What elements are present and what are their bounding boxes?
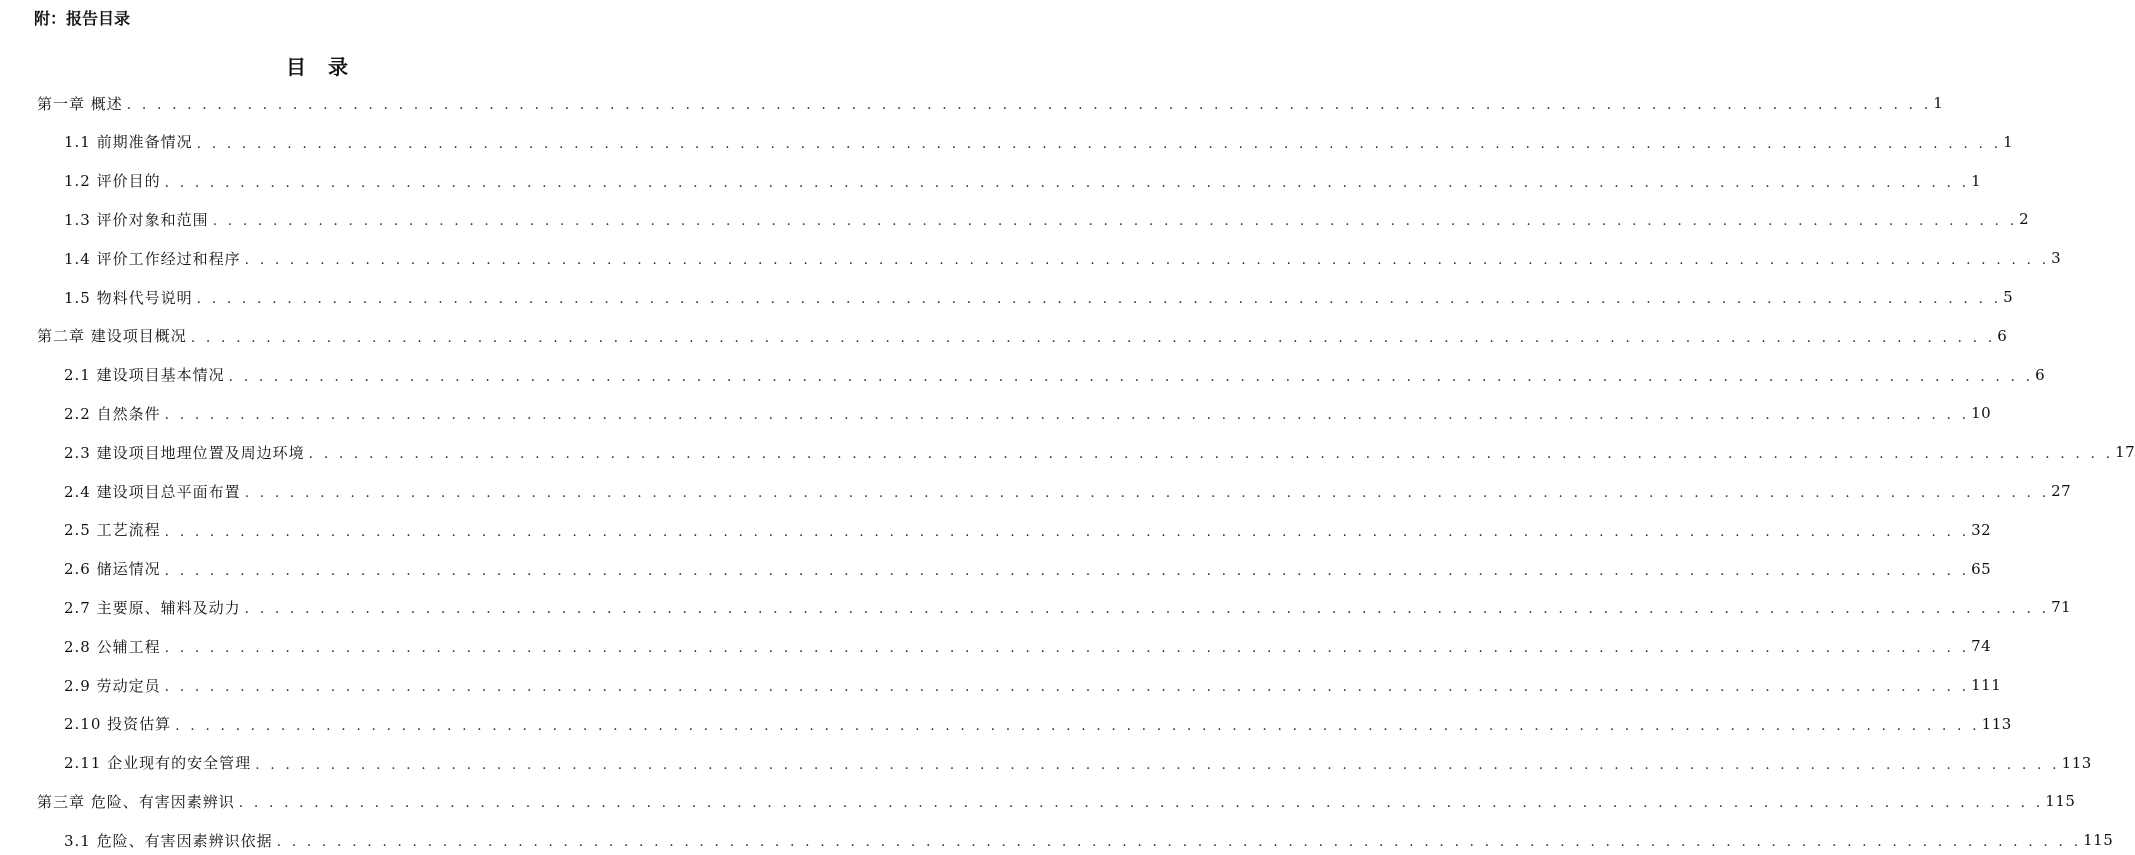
toc-entry-label: 2.3 建设项目地理位置及周边环境 [64, 443, 305, 462]
toc-entry[interactable] [64, 554, 1992, 584]
toc-entry[interactable] [64, 243, 2062, 273]
toc-entry[interactable] [64, 127, 2014, 157]
toc-entry-label: 2.1 建设项目基本情况 [64, 366, 225, 385]
toc-entry-label: 2.2 自然条件 [64, 404, 161, 423]
toc-entry[interactable] [37, 88, 1944, 118]
toc-leader-dots: . . . . . . . . . . . . . . . . . . . . . . . . . . . . . . . . . . . . . . . . . . . . . . . . . . . . . . . . . . . . . . . . . . . . . . . . . . . . . . . . . . . . . . . . . . . . . . . . . . . . . . . . . . . . . . . . . . . . . . . . [126, 97, 1932, 113]
toc-entry-label: 2.4 建设项目总平面布置 [64, 482, 241, 501]
toc-entry[interactable] [64, 282, 2014, 312]
toc-entry-page: 10 [1971, 404, 1992, 423]
toc-entry-page: 6 [1997, 326, 2008, 345]
toc-leader-dots: . . . . . . . . . . . . . . . . . . . . . . . . . . . . . . . . . . . . . . . . . . . . . . . . . . . . . . . . . . . . . . . . . . . . . . . . . . . . . . . . . . . . . . . . . . . . . . . . . . . . . . . . . . . . . . . . . . . . . . . . [255, 756, 2060, 773]
toc-leader-dots: . . . . . . . . . . . . . . . . . . . . . . . . . . . . . . . . . . . . . . . . . . . . . . . . . . . . . . . . . . . . . . . . . . . . . . . . . . . . . . . . . . . . . . . . . . . . . . . . . . . . . . . . . . . . . . . . . . . . . . . . [212, 213, 2018, 230]
toc-entry-page: 17 [2115, 443, 2135, 462]
toc-entry[interactable] [64, 166, 1982, 196]
appendix-label: 附：报告目录 [34, 9, 131, 28]
toc-entry-label: 第三章 危险、有害因素辨识 [37, 792, 235, 811]
toc-entry-label: 2.10 投资估算 [64, 715, 172, 734]
toc-entry[interactable] [64, 204, 2030, 234]
toc-entry-page: 115 [2045, 792, 2076, 811]
toc-entry-page: 115 [2083, 831, 2114, 850]
toc-entry-label: 2.6 储运情况 [64, 560, 161, 579]
toc-entry-label: 1.2 评价目的 [64, 172, 161, 191]
toc-entry-label: 1.4 评价工作经过和程序 [64, 249, 241, 268]
toc-leader-dots: . . . . . . . . . . . . . . . . . . . . . . . . . . . . . . . . . . . . . . . . . . . . . . . . . . . . . . . . . . . . . . . . . . . . . . . . . . . . . . . . . . . . . . . . . . . . . . . . . . . . . . . . . . . . . . . . . . . . . . . . [244, 252, 2050, 269]
toc-entry[interactable] [64, 709, 2012, 739]
toc-entry-label: 3.1 危险、有害因素辨识依据 [64, 831, 273, 850]
toc-entry-page: 1 [1971, 171, 1982, 190]
toc-leader-dots: . . . . . . . . . . . . . . . . . . . . . . . . . . . . . . . . . . . . . . . . . . . . . . . . . . . . . . . . . . . . . . . . . . . . . . . . . . . . . . . . . . . . . . . . . . . . . . . . . . . . . . . . . . . . . . . . . . . . . . . . [308, 446, 2114, 463]
toc-leader-dots: . . . . . . . . . . . . . . . . . . . . . . . . . . . . . . . . . . . . . . . . . . . . . . . . . . . . . . . . . . . . . . . . . . . . . . . . . . . . . . . . . . . . . . . . . . . . . . . . . . . . . . . . . . . . . . . . . . . . . . . . [276, 834, 2082, 851]
toc-entry[interactable] [37, 786, 2076, 816]
toc-title: 目录 [286, 55, 370, 79]
toc-entry[interactable] [64, 631, 1992, 661]
toc-entry-label: 1.3 评价对象和范围 [64, 210, 209, 229]
toc-entry[interactable] [64, 515, 1992, 545]
toc-entry-page: 1 [2003, 132, 2014, 151]
toc-leader-dots: . . . . . . . . . . . . . . . . . . . . . . . . . . . . . . . . . . . . . . . . . . . . . . . . . . . . . . . . . . . . . . . . . . . . . . . . . . . . . . . . . . . . . . . . . . . . . . . . . . . . . . . . . . . . . . . . . . . . . . . . [164, 407, 1970, 424]
toc-entry[interactable] [64, 748, 2092, 778]
toc-leader-dots: . . . . . . . . . . . . . . . . . . . . . . . . . . . . . . . . . . . . . . . . . . . . . . . . . . . . . . . . . . . . . . . . . . . . . . . . . . . . . . . . . . . . . . . . . . . . . . . . . . . . . . . . . . . . . . . . . . . . . . . . [164, 562, 1970, 579]
toc-entry-page: 113 [2061, 753, 2092, 772]
toc-entry[interactable] [37, 321, 2008, 351]
toc-entry[interactable] [64, 476, 2072, 506]
toc-leader-dots: . . . . . . . . . . . . . . . . . . . . . . . . . . . . . . . . . . . . . . . . . . . . . . . . . . . . . . . . . . . . . . . . . . . . . . . . . . . . . . . . . . . . . . . . . . . . . . . . . . . . . . . . . . . . . . . . . . . . . . . . [196, 291, 2002, 307]
toc-entry[interactable] [64, 437, 2135, 467]
toc-leader-dots: . . . . . . . . . . . . . . . . . . . . . . . . . . . . . . . . . . . . . . . . . . . . . . . . . . . . . . . . . . . . . . . . . . . . . . . . . . . . . . . . . . . . . . . . . . . . . . . . . . . . . . . . . . . . . . . . . . . . . . . . [175, 717, 1980, 734]
toc-entry-page: 71 [2051, 598, 2072, 617]
toc-leader-dots: . . . . . . . . . . . . . . . . . . . . . . . . . . . . . . . . . . . . . . . . . . . . . . . . . . . . . . . . . . . . . . . . . . . . . . . . . . . . . . . . . . . . . . . . . . . . . . . . . . . . . . . . . . . . . . . . . . . . . . . . [164, 523, 1970, 540]
toc-leader-dots: . . . . . . . . . . . . . . . . . . . . . . . . . . . . . . . . . . . . . . . . . . . . . . . . . . . . . . . . . . . . . . . . . . . . . . . . . . . . . . . . . . . . . . . . . . . . . . . . . . . . . . . . . . . . . . . . . . . . . . . . [238, 795, 2044, 812]
toc-entry[interactable] [64, 592, 2072, 622]
toc-entry-page: 3 [2051, 249, 2062, 268]
toc-entry-label: 1.1 前期准备情况 [64, 133, 193, 152]
toc-entry-label: 2.5 工艺流程 [64, 521, 161, 540]
toc-leader-dots: . . . . . . . . . . . . . . . . . . . . . . . . . . . . . . . . . . . . . . . . . . . . . . . . . . . . . . . . . . . . . . . . . . . . . . . . . . . . . . . . . . . . . . . . . . . . . . . . . . . . . . . . . . . . . . . . . . . . . . . . [244, 485, 2050, 501]
toc-entry-label: 第二章 建设项目概况 [37, 327, 187, 346]
toc-leader-dots: . . . . . . . . . . . . . . . . . . . . . . . . . . . . . . . . . . . . . . . . . . . . . . . . . . . . . . . . . . . . . . . . . . . . . . . . . . . . . . . . . . . . . . . . . . . . . . . . . . . . . . . . . . . . . . . . . . . . . . . . [164, 679, 1970, 695]
toc-entry-page: 5 [2003, 288, 2014, 306]
toc-entry[interactable] [64, 398, 1992, 428]
toc-entry-label: 2.7 主要原、辅料及动力 [64, 598, 241, 617]
toc-leader-dots: . . . . . . . . . . . . . . . . . . . . . . . . . . . . . . . . . . . . . . . . . . . . . . . . . . . . . . . . . . . . . . . . . . . . . . . . . . . . . . . . . . . . . . . . . . . . . . . . . . . . . . . . . . . . . . . . . . . . . . . . [196, 135, 2002, 152]
toc-leader-dots: . . . . . . . . . . . . . . . . . . . . . . . . . . . . . . . . . . . . . . . . . . . . . . . . . . . . . . . . . . . . . . . . . . . . . . . . . . . . . . . . . . . . . . . . . . . . . . . . . . . . . . . . . . . . . . . . . . . . . . . . [164, 640, 1970, 657]
toc-leader-dots: . . . . . . . . . . . . . . . . . . . . . . . . . . . . . . . . . . . . . . . . . . . . . . . . . . . . . . . . . . . . . . . . . . . . . . . . . . . . . . . . . . . . . . . . . . . . . . . . . . . . . . . . . . . . . . . . . . . . . . . . [244, 601, 2050, 618]
toc-entry-page: 6 [2035, 365, 2046, 384]
toc-entry-label: 2.9 劳动定员 [64, 676, 161, 695]
toc-entry[interactable] [64, 360, 2046, 390]
toc-leader-dots: . . . . . . . . . . . . . . . . . . . . . . . . . . . . . . . . . . . . . . . . . . . . . . . . . . . . . . . . . . . . . . . . . . . . . . . . . . . . . . . . . . . . . . . . . . . . . . . . . . . . . . . . . . . . . . . . . . . . . . . . [164, 174, 1970, 191]
toc-entry[interactable] [64, 825, 2114, 855]
toc-leader-dots: . . . . . . . . . . . . . . . . . . . . . . . . . . . . . . . . . . . . . . . . . . . . . . . . . . . . . . . . . . . . . . . . . . . . . . . . . . . . . . . . . . . . . . . . . . . . . . . . . . . . . . . . . . . . . . . . . . . . . . . . [190, 329, 1996, 346]
toc-entry-page: 1 [1933, 94, 1944, 112]
toc-entry-page: 111 [1971, 676, 2002, 694]
toc-entry-label: 第一章 概述 [37, 94, 123, 113]
toc-entry-label: 2.8 公辅工程 [64, 637, 161, 656]
toc-entry-page: 2 [2019, 210, 2030, 229]
toc-entry-page: 113 [1981, 714, 2012, 733]
toc-entry-label: 1.5 物料代号说明 [64, 288, 193, 307]
toc-entry-page: 32 [1971, 520, 1992, 539]
toc-entry-page: 65 [1971, 559, 1992, 578]
toc-entry-label: 2.11 企业现有的安全管理 [64, 754, 252, 773]
toc-entry-page: 27 [2051, 482, 2072, 500]
toc-entry[interactable] [64, 670, 2002, 700]
toc-leader-dots: . . . . . . . . . . . . . . . . . . . . . . . . . . . . . . . . . . . . . . . . . . . . . . . . . . . . . . . . . . . . . . . . . . . . . . . . . . . . . . . . . . . . . . . . . . . . . . . . . . . . . . . . . . . . . . . . . . . . . . . . [228, 368, 2034, 385]
toc-entry-page: 74 [1971, 637, 1992, 656]
